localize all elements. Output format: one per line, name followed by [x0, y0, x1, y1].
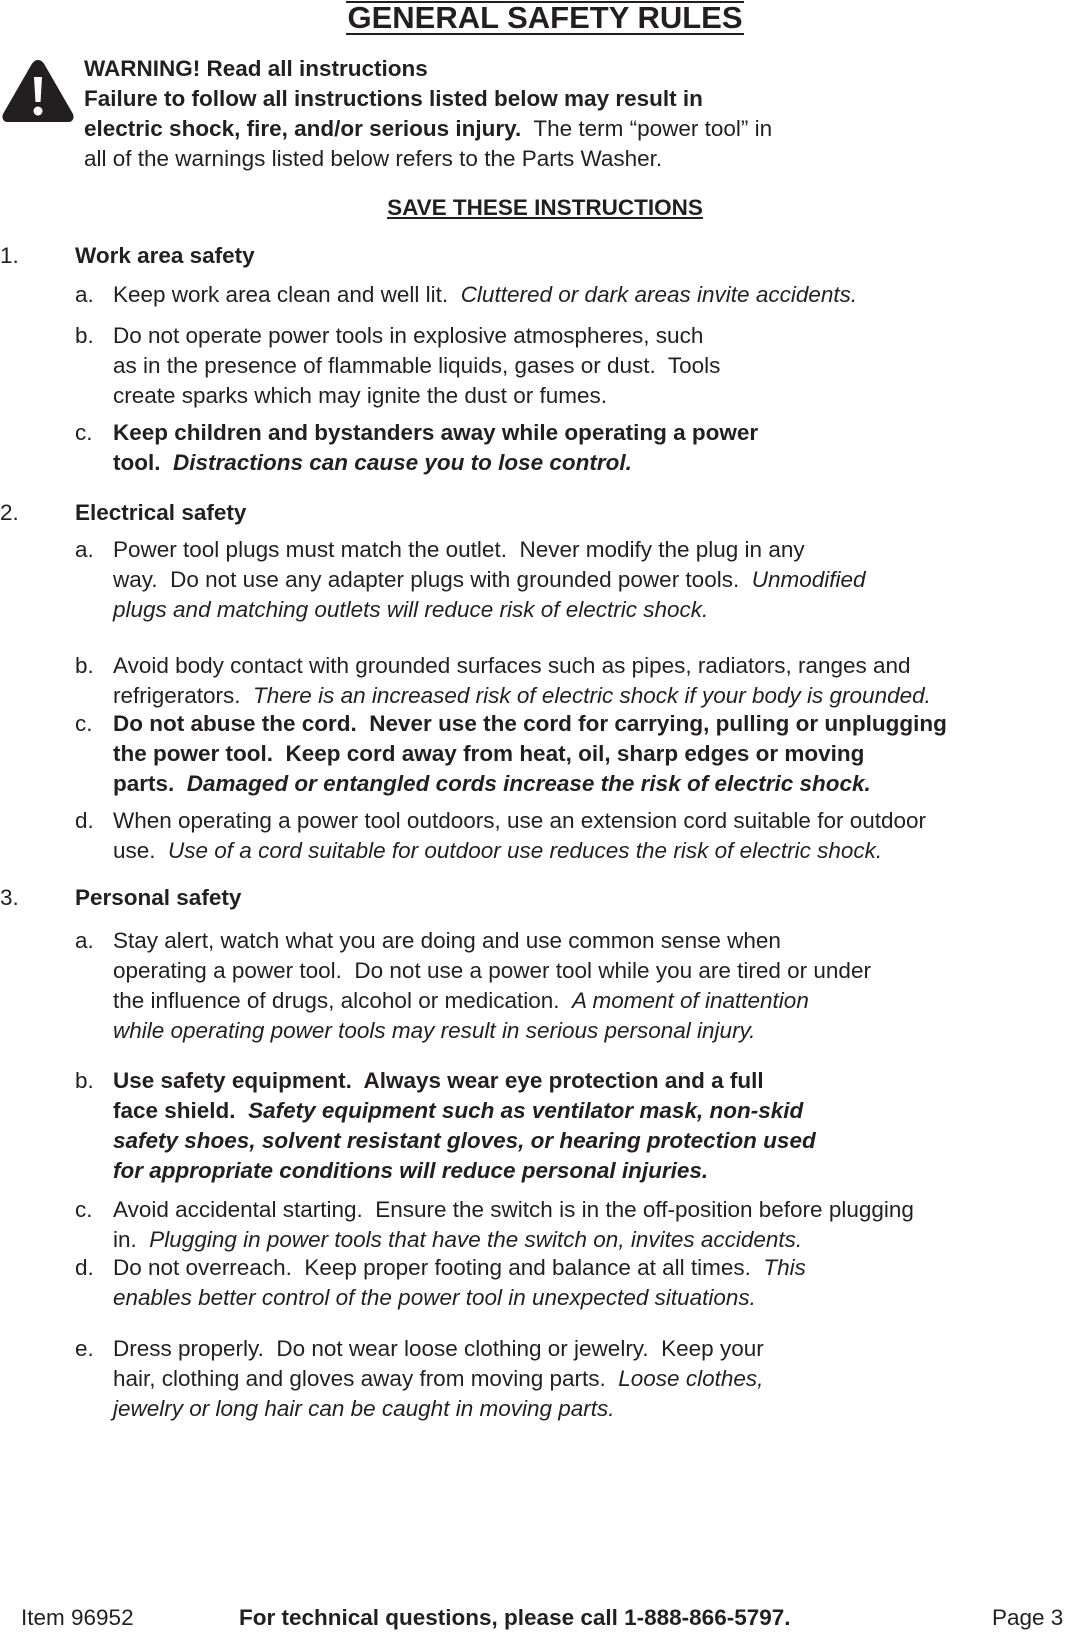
rule-line	[113, 1225, 914, 1255]
rule-segment: hair, clothing and gloves away from moving parts.	[113, 1366, 619, 1391]
rule-segment: Do not operate power tools in explosive atmospheres, such	[113, 323, 704, 348]
rule-segment: Plugging in power tools that have the switch on, invites accidents.	[149, 1227, 803, 1252]
rule-text	[113, 1253, 806, 1313]
warning-normal-text: The term “power tool” in	[521, 116, 773, 141]
rule-line	[113, 651, 931, 681]
rule-text	[113, 709, 947, 799]
page-title: GENERAL SAFETY RULES	[347, 0, 743, 35]
rule-segment: in.	[113, 1227, 150, 1252]
rule-line	[113, 1364, 764, 1394]
rule-line	[113, 926, 871, 956]
rule-text	[113, 651, 931, 711]
rule-line	[113, 418, 758, 448]
warning-line	[84, 114, 944, 144]
warning-icon	[1, 58, 75, 124]
rule-segment: tool.	[113, 450, 173, 475]
rule-segment: safety shoes, solvent resistant gloves, or hearing protection used	[113, 1128, 816, 1153]
rule-segment: parts.	[113, 771, 187, 796]
warning-heading: WARNING! Read all instructions	[84, 56, 428, 81]
rule-segment: Damaged or entangled cords increase the risk of electric shock.	[186, 771, 871, 796]
rule-segment: Keep children and bystanders away while operating a power	[113, 420, 759, 445]
rule-segment: jewelry or long hair can be caught in moving parts.	[113, 1396, 615, 1421]
rule-line	[113, 1126, 816, 1156]
rule-segment: Do not overreach. Keep proper footing and balance at all times.	[113, 1255, 764, 1280]
rule-segment: When operating a power tool outdoors, use an extension cord suitable for outdoor	[113, 808, 927, 833]
rule-line	[113, 769, 947, 799]
rule-segment: enables better control of the power tool in unexpected situations.	[113, 1285, 756, 1310]
rule-line	[113, 1016, 871, 1046]
item-letter: a.	[75, 282, 94, 307]
rule-line	[113, 806, 926, 836]
rule-segment: as in the presence of flammable liquids, gases or dust. Tools	[113, 353, 721, 378]
section-number: 2.	[0, 500, 19, 525]
rule-line	[113, 1394, 764, 1424]
rule-segment: Power tool plugs must match the outlet. Never modify the plug in any	[113, 537, 805, 562]
rule-line	[113, 280, 857, 310]
section-title: Personal safety	[75, 885, 242, 910]
rule-line	[113, 836, 926, 866]
section-number: 3.	[0, 885, 19, 910]
section-title: Electrical safety	[75, 500, 247, 525]
rule-segment: Use of a cord suitable for outdoor use reduces the risk of electric shock.	[168, 838, 883, 863]
rule-line	[113, 321, 720, 351]
rule-segment: use.	[113, 838, 169, 863]
rule-line	[113, 595, 866, 625]
rule-segment: This	[763, 1255, 806, 1280]
rule-text	[113, 321, 720, 411]
rule-text	[113, 418, 758, 478]
rule-segment: the influence of drugs, alcohol or medication.	[113, 988, 573, 1013]
rule-line	[113, 1283, 806, 1313]
rule-segment: face shield.	[113, 1098, 249, 1123]
item-letter: b.	[75, 1068, 94, 1093]
rule-text	[113, 280, 857, 310]
rule-segment: A moment of inattention	[572, 988, 809, 1013]
rule-segment: Avoid body contact with grounded surfaces such as pipes, radiators, ranges and	[113, 653, 911, 678]
rule-segment: Avoid accidental starting. Ensure the switch is in the off-position before plugging	[113, 1197, 914, 1222]
rule-segment: Do not abuse the cord. Never use the cord for carrying, pulling or unplugging	[113, 711, 947, 736]
rule-segment: for appropriate conditions will reduce personal injuries.	[113, 1158, 709, 1183]
footer-phone: For technical questions, please call 1-888-866-5797.	[239, 1605, 791, 1630]
save-instructions-heading: SAVE THESE INSTRUCTIONS	[387, 195, 703, 220]
rule-text	[113, 806, 926, 866]
rule-line	[113, 739, 947, 769]
item-letter: c.	[75, 420, 93, 445]
warning-line: all of the warnings listed below refers to the Parts Washer.	[84, 146, 663, 171]
rule-text	[113, 1195, 914, 1255]
item-letter: a.	[75, 537, 94, 562]
rule-line	[113, 381, 720, 411]
rule-segment: operating a power tool. Do not use a power tool while you are tired or under	[113, 958, 871, 983]
rule-text	[113, 1334, 764, 1424]
rule-segment: plugs and matching outlets will reduce risk of electric shock.	[113, 597, 709, 622]
rule-line	[113, 535, 866, 565]
rule-segment: Loose clothes,	[618, 1366, 764, 1391]
warning-text	[84, 54, 944, 174]
footer-page-number: Page 3	[992, 1605, 1064, 1630]
item-letter: e.	[75, 1336, 94, 1361]
rule-line	[113, 448, 758, 478]
rule-text	[113, 1066, 816, 1186]
item-letter: b.	[75, 653, 94, 678]
item-letter: a.	[75, 928, 94, 953]
rule-line	[113, 986, 871, 1016]
rule-line	[113, 1334, 764, 1364]
rule-segment: Stay alert, watch what you are doing and use common sense when	[113, 928, 781, 953]
footer-item-number: Item 96952	[21, 1605, 134, 1630]
rule-line	[113, 709, 947, 739]
section-title: Work area safety	[75, 243, 255, 268]
item-letter: c.	[75, 711, 93, 736]
rule-text	[113, 926, 871, 1046]
rule-segment: Dress properly. Do not wear loose clothing or jewelry. Keep your	[113, 1336, 764, 1361]
rule-segment: Unmodified	[751, 567, 866, 592]
rule-line	[113, 1096, 816, 1126]
rule-line	[113, 351, 720, 381]
rule-line	[113, 565, 866, 595]
rule-text	[113, 535, 866, 625]
item-letter: d.	[75, 808, 94, 833]
section-number: 1.	[0, 243, 19, 268]
rule-line	[113, 681, 931, 711]
rule-segment: Keep work area clean and well lit.	[113, 282, 461, 307]
item-letter: c.	[75, 1197, 93, 1222]
rule-segment: Use safety equipment. Always wear eye protection and a full	[113, 1068, 764, 1093]
rule-segment: refrigerators.	[113, 683, 254, 708]
rule-segment: Distractions can cause you to lose control.	[173, 450, 632, 475]
rule-line	[113, 1156, 816, 1186]
rule-segment: way. Do not use any adapter plugs with grounded power tools.	[113, 567, 752, 592]
item-letter: b.	[75, 323, 94, 348]
rule-segment: the power tool. Keep cord away from heat, oil, sharp edges or moving	[113, 741, 865, 766]
rule-segment: There is an increased risk of electric shock if your body is grounded.	[253, 683, 931, 708]
rule-line	[113, 1066, 816, 1096]
rule-line	[113, 1253, 806, 1283]
rule-line	[113, 1195, 914, 1225]
item-letter: d.	[75, 1255, 94, 1280]
rule-segment: create sparks which may ignite the dust or fumes.	[113, 383, 607, 408]
rule-segment: Cluttered or dark areas invite accidents.	[460, 282, 858, 307]
rule-line	[113, 956, 871, 986]
warning-line: Failure to follow all instructions listed below may result in	[84, 86, 703, 111]
rule-segment: Safety equipment such as ventilator mask, non-skid	[248, 1098, 804, 1123]
warning-bold-text: electric shock, fire, and/or serious injury.	[84, 116, 522, 141]
rule-segment: while operating power tools may result in serious personal injury.	[113, 1018, 756, 1043]
